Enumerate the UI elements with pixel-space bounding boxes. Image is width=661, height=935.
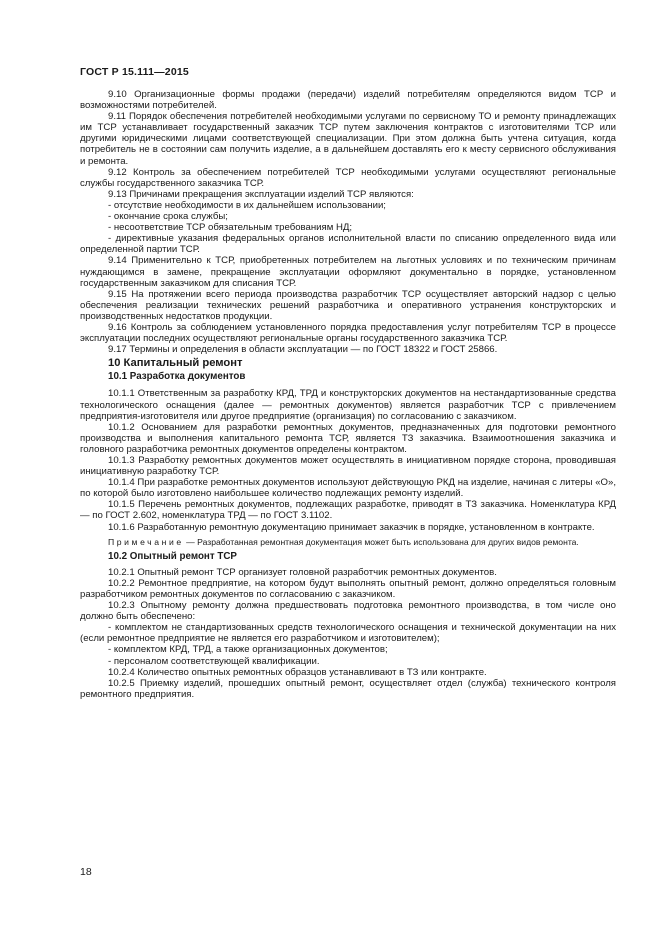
paragraph-10-1-2: 10.1.2 Основанием для разработки ремонтных документов, предназначенных для подготовки ремонтного производства и выполнения капитального ремонта ТСР, является ТЗ заказчика. Взаимоотношения заказчика и головного разработчика ремонтных документов определены контрактом. bbox=[80, 421, 616, 455]
paragraph-10-1-6: 10.1.6 Разработанную ремонтную документацию принимает заказчик в порядке, установленном в контракте. bbox=[108, 521, 595, 533]
document-body bbox=[80, 89, 616, 700]
subsection-heading-10-1: 10.1 Разработка документов bbox=[108, 371, 246, 383]
subsection-heading-10-2: 10.2 Опытный ремонт ТСР bbox=[108, 550, 237, 562]
paragraph-9-12: 9.12 Контроль за обеспечением потребителей ТСР необходимыми услугами осуществляют региональные службы государственного заказчика ТСР. bbox=[80, 166, 616, 189]
paragraph-10-1-5: 10.1.5 Перечень ремонтных документов, подлежащих разработке, приводят в ТЗ заказчика. Номенклатура КРД — по ГОСТ 2.602, номенклатура ТРД — по ГОСТ 3.1102. bbox=[80, 499, 616, 522]
paragraph-9-15: 9.15 На протяжении всего периода производства разработчик ТСР осуществляет авторский надзор с целью обеспечения реализации технических решений разработчика и оперативного устранения конструкторских и производственных недостатков продукции. bbox=[80, 288, 616, 322]
page-number: 18 bbox=[80, 866, 92, 878]
paragraph-9-17: 9.17 Термины и определения в области эксплуатации — по ГОСТ 18322 и ГОСТ 25866. bbox=[108, 344, 498, 356]
list-item: - комплектом не стандартизованных средств технологического оснащения и технической документации на них (если ремонтное предприятие не является его разработчиком и изготовителем); bbox=[80, 622, 616, 645]
paragraph-10-2-2: 10.2.2 Ремонтное предприятие, на котором будут выполнять опытный ремонт, должно определяться головным разработчиком ремонтных документов по согласованию с заказчиком. bbox=[80, 577, 616, 600]
section-heading-10: 10 Капитальный ремонт bbox=[108, 357, 243, 370]
document-id: ГОСТ Р 15.111—2015 bbox=[80, 66, 189, 78]
paragraph-10-2-3: 10.2.3 Опытному ремонту должна предшествовать подготовка ремонтного производства, в том числе оно должно быть обеспечено: bbox=[80, 600, 616, 623]
paragraph-9-14: 9.14 Применительно к ТСР, приобретенных потребителем на льготных условиях и по техническим причинам нуждающимся в замене, прекращение эксплуатации оформляют документально в порядке, установленном государственным заказчиком для списания ТСР. bbox=[80, 255, 616, 289]
list-item: - директивные указания федеральных органов исполнительной власти по списанию определенного вида или определенной партии ТСР. bbox=[80, 233, 616, 256]
paragraph-10-1-3: 10.1.3 Разработку ремонтных документов может осуществлять в инициативном порядке сторона, проводившая инициативную разработку ТСР. bbox=[80, 455, 616, 478]
list-item: - комплектом КРД, ТРД, а также организационных документов; bbox=[108, 644, 388, 656]
paragraph-9-11: 9.11 Порядок обеспечения потребителей необходимыми услугами по сервисному ТО и ремонту принадлежащих им ТСР устанавливает государственный заказчик ТСР путем заключения контрактов с изготовителями ТСР или другими юридическими лицами соответствующей специализации. При этом должна быть учтена ситуация, когда потребитель не в состоянии сам получить изделие, а в дальнейшем доставлять его к месту сервисного обслуживания и ремонта. bbox=[80, 111, 616, 167]
note-label: Примечание bbox=[108, 536, 184, 547]
note bbox=[80, 537, 616, 547]
list-item: - окончание срока службы; bbox=[108, 211, 228, 223]
note-text: — Разработанная ремонтная документация может быть использована для других видов ремонта. bbox=[186, 536, 579, 547]
paragraph-10-1-1: 10.1.1 Ответственным за разработку КРД, ТРД и конструкторских документов на нестандартизованные средства технологического оснащения (далее — ремонтных документов) является разработчик ТСР с привлечением предприятия-изготовителя или другое предприятие (организация) по согласованию с заказчиком. bbox=[80, 388, 616, 422]
paragraph-9-16: 9.16 Контроль за соблюдением установленного порядка предоставления услуг потребителям ТСР в процессе эксплуатации последних осуществляют региональные органы государственного заказчика ТСР. bbox=[80, 321, 616, 345]
paragraph-10-2-1: 10.2.1 Опытный ремонт ТСР организует головной разработчик ремонтных документов. bbox=[108, 566, 497, 578]
paragraph-10-2-5: 10.2.5 Приемку изделий, прошедших опытный ремонт, осуществляет отдел (служба) технического контроля ремонтного предприятия. bbox=[80, 677, 616, 700]
list-item: - персоналом соответствующей квалификации. bbox=[108, 655, 320, 667]
list-item: - отсутствие необходимости в их дальнейшем использовании; bbox=[108, 199, 386, 211]
paragraph-10-1-4: 10.1.4 При разработке ремонтных документов используют действующую РКД на изделие, начиная с литеры «О», по которой было изготовлено наибольшее количество подлежащих ремонту изделий. bbox=[80, 477, 616, 500]
list-item: - несоответствие ТСР обязательным требованиям НД; bbox=[108, 222, 353, 234]
paragraph-9-13: 9.13 Причинами прекращения эксплуатации изделий ТСР являются: bbox=[108, 188, 414, 200]
paragraph-9-10: 9.10 Организационные формы продажи (передачи) изделий потребителям определяются видом ТСР и возможностями потребителей. bbox=[80, 89, 616, 112]
paragraph-10-2-4: 10.2.4 Количество опытных ремонтных образцов устанавливают в ТЗ или контракте. bbox=[108, 666, 487, 678]
